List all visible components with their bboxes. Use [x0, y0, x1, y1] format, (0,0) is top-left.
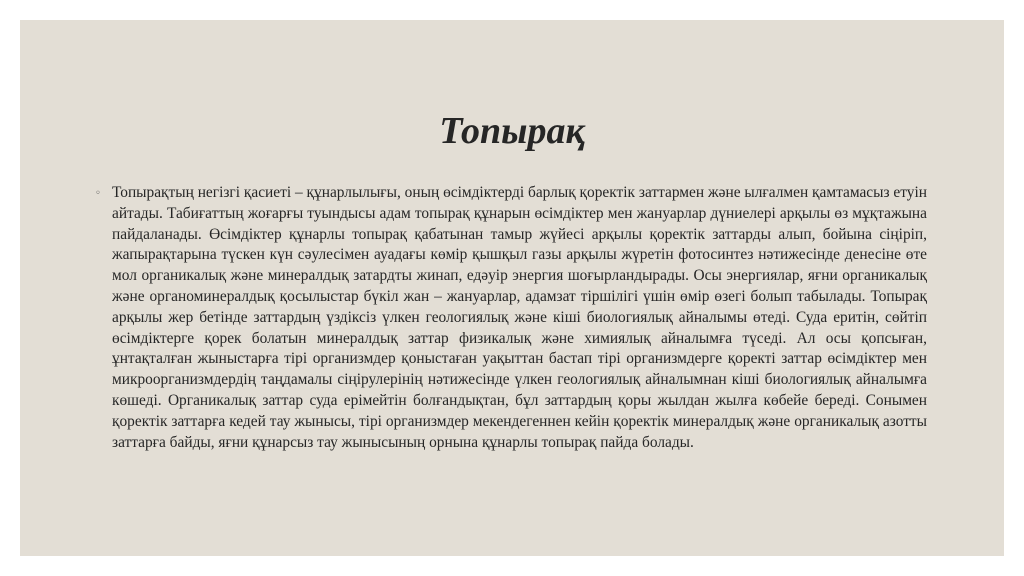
slide-title: Топырақ: [439, 110, 585, 152]
slide-body: [95, 183, 927, 453]
body-paragraph: Топырақтың негізгі қасиеті – құнарлылығы, оның өсімдіктерді барлық қоректік заттармен және ылғалмен қамтамасыз етуін айтады. Табиғаттың жоғарғы туындысы адам топырақ құнарын өсімдіктер мен жануарлар дүниелері арқылы өз мұқтажына пайдаланады. Өсімдіктер құнарлы топырақ қабатынан тамыр жүйесі арқылы қоректік заттарды алып, бойына сіңіріп, жапырақтарына түскен күн сәулесімен ауадағы көмір қышқыл газы арқылы жүретін фотосинтез нәтижесінде денесіне өте мол органикалық және минералдық затардты жинап, едәуір энергия шоғырландырады. Осы энергиялар, яғни органикалық және органоминералдық қосылыстар бүкіл жан – жануарлар, адамзат тіршілігі үшін өмір өзегі болып табылады. Топырақ арқылы жер бетінде заттардың үздіксіз үлкен геологиялық және кіші биологиялық айналымы өтеді. Суда еритін, сөйтіп өсімдіктерге қорек болатын минералдық заттар физикалық және химиялық айналымға түседі. Ал осы қопсыған, ұнтақталған жыныстарға тірі организмдер қоныстаған уақыттан бастап тірі организмдерге қоректі заттар өсімдіктер мен микроорганизмдердің таңдамалы сіңірулерінің нәтижесінде үлкен геологиялық айналымнан кіші биологиялық айналымға көшеді. Органикалық заттар суда ерімейтін болғандықтан, бұл заттардың қоры жылдан жылға көбейе береді. Сонымен қоректік заттарға кедей тау жынысы, тірі организмдер мекендегеннен кейін қоректік минералдық және органикалық азотты заттарға байды, яғни құнарсыз тау жынысының орнына құнарлы топырақ пайда болады.: [112, 184, 927, 451]
bullet-icon: ◦: [95, 188, 101, 199]
slide: [20, 20, 1004, 556]
